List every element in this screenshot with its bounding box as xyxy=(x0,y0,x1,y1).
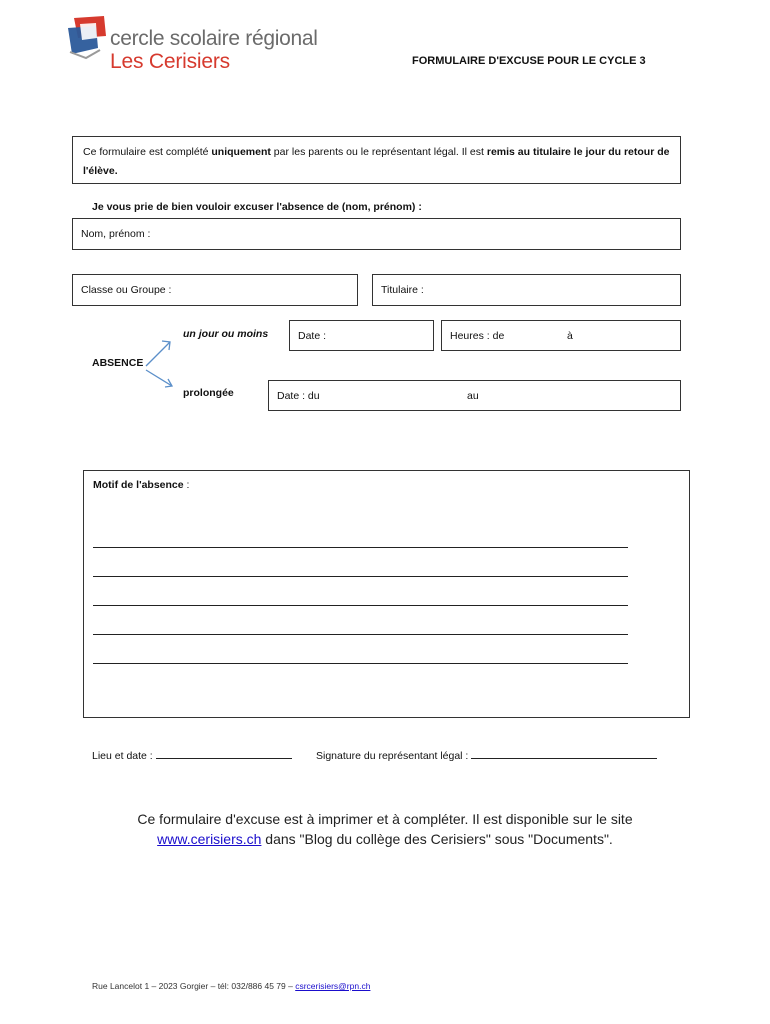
footer-address: Rue Lancelot 1 – 2023 Gorgier – tél: 032/886 45 79 – xyxy=(92,981,296,991)
one-day-date-label: Date : xyxy=(298,329,327,342)
info-text-2: dans "Blog du collège des Cerisiers" sous "Documents". xyxy=(261,831,613,847)
signature-line[interactable] xyxy=(471,749,657,759)
info-text-1: Ce formulaire d'excuse est à imprimer et à compléter. Il est disponible sur le site xyxy=(137,811,633,827)
motif-label-suffix: : xyxy=(183,479,190,491)
class-field-label: Classe ou Groupe : xyxy=(81,284,172,296)
motif-line-1[interactable] xyxy=(93,547,628,548)
hours-to-label: à xyxy=(567,329,573,342)
notice-bold-2: remis au titulaire le jour du retour de l'élève. xyxy=(83,146,670,177)
class-field[interactable] xyxy=(72,274,358,306)
one-day-date-field[interactable] xyxy=(289,320,434,351)
info-text xyxy=(90,809,680,849)
name-field-label: Nom, prénom : xyxy=(81,228,151,240)
place-date-label: Lieu et date : xyxy=(92,750,156,762)
request-text: Je vous prie de bien vouloir excuser l'absence de (nom, prénom) : xyxy=(92,201,422,213)
logo-mark-icon xyxy=(66,14,108,60)
logo-line2: Les Cerisiers xyxy=(110,50,230,73)
signature-label: Signature du représentant légal : xyxy=(316,750,472,762)
one-day-label: un jour ou moins xyxy=(183,328,269,340)
name-field[interactable] xyxy=(72,218,681,250)
branch-arrows-icon xyxy=(140,336,190,392)
titulaire-field-label: Titulaire : xyxy=(381,284,424,296)
extended-to-label: au xyxy=(467,389,479,402)
motif-label-bold: Motif de l'absence xyxy=(93,479,184,491)
notice-box xyxy=(72,136,681,184)
extended-from-label: Date : du xyxy=(277,389,320,402)
place-date xyxy=(92,749,292,762)
absence-label: ABSENCE xyxy=(92,357,144,369)
place-date-line[interactable] xyxy=(156,749,292,759)
motif-line-3[interactable] xyxy=(93,605,628,606)
footer-email-link[interactable]: csrcerisiers@rpn.ch xyxy=(295,981,371,991)
signature xyxy=(316,749,657,762)
document-title: FORMULAIRE D'EXCUSE POUR LE CYCLE 3 xyxy=(412,55,646,67)
extended-date-field[interactable] xyxy=(268,380,681,411)
motif-label xyxy=(93,479,189,491)
website-link[interactable]: www.cerisiers.ch xyxy=(157,831,262,847)
notice-text-1: Ce formulaire est complété xyxy=(83,146,212,158)
notice-bold-1: uniquement xyxy=(211,146,271,158)
motif-line-5[interactable] xyxy=(93,663,628,664)
hours-from-label: Heures : de xyxy=(450,329,505,342)
notice-text-2: par les parents ou le représentant légal. Il est xyxy=(270,146,487,158)
logo-line1: cercle scolaire régional xyxy=(110,27,318,50)
footer xyxy=(92,981,370,991)
hours-field[interactable] xyxy=(441,320,681,351)
motif-box[interactable] xyxy=(83,470,690,718)
school-logo xyxy=(66,14,318,74)
motif-line-2[interactable] xyxy=(93,576,628,577)
extended-label: prolongée xyxy=(183,387,234,399)
titulaire-field[interactable] xyxy=(372,274,681,306)
motif-line-4[interactable] xyxy=(93,634,628,635)
